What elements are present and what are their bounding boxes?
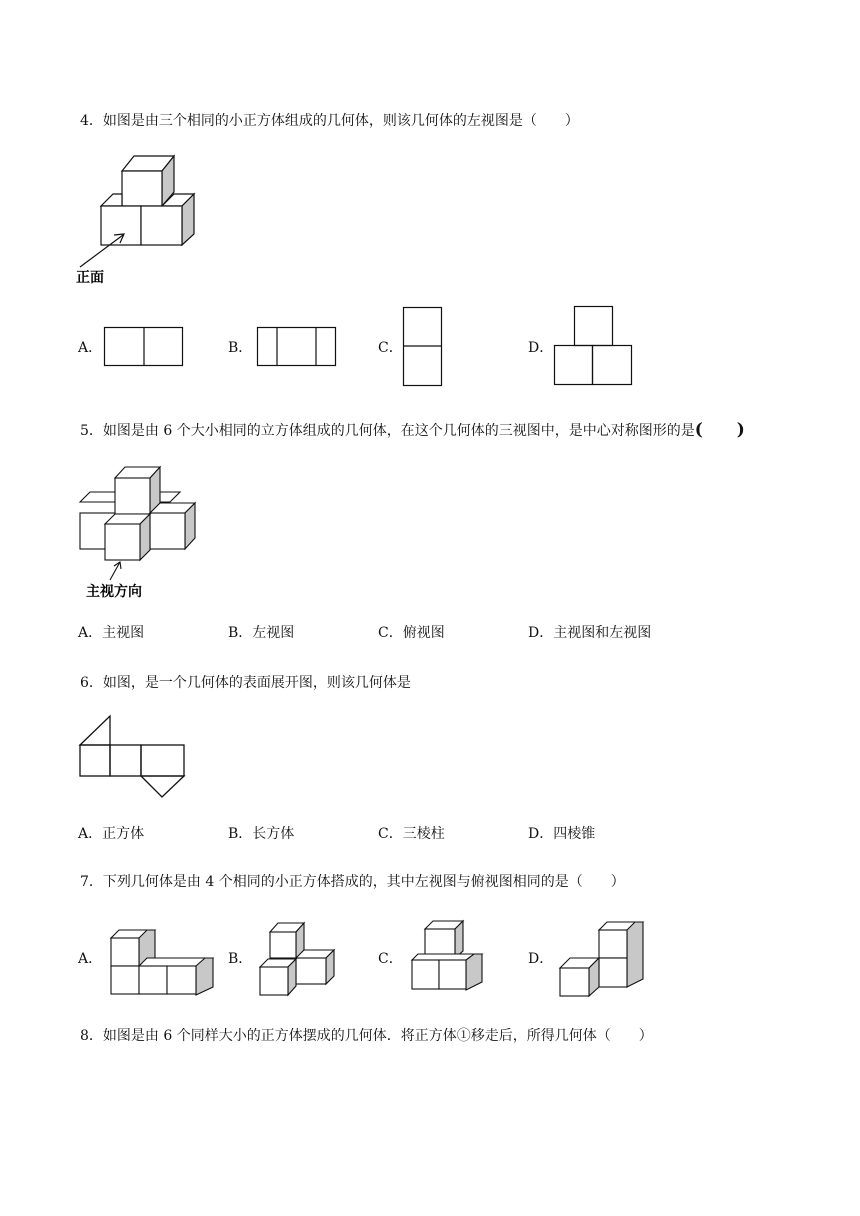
question-5-figure — [74, 462, 204, 602]
q4-option-c[interactable]: C． — [378, 340, 403, 356]
q7-option-a[interactable]: A． — [78, 951, 103, 967]
q7-option-c-figure — [410, 918, 490, 993]
q5-option-b[interactable]: B．左视图 — [228, 625, 295, 641]
q7-option-a-figure — [110, 929, 220, 999]
front-label: 正面 — [76, 270, 104, 286]
q7-option-d[interactable]: D． — [528, 951, 554, 967]
question-8-text: 8．如图是由 6 个同样大小的正方体摆成的几何体．将正方体①移走后，所得几何体（ ） — [80, 1028, 653, 1044]
question-5-text: 5．如图是由 6 个大小相同的立方体组成的几何体，在这个几何体的三视图中，是中心对称图形的是( ) — [80, 420, 745, 440]
question-4-text: 4．如图是由三个相同的小正方体组成的几何体，则该几何体的左视图是（ ） — [80, 113, 579, 129]
q7-option-b-figure — [258, 920, 343, 1000]
q5-option-d[interactable]: D．主视图和左视图 — [528, 625, 652, 641]
q5-option-c[interactable]: C．俯视图 — [378, 625, 445, 641]
q4-option-a-figure — [104, 327, 184, 367]
cube-front-face — [122, 171, 162, 206]
q4-option-a[interactable]: A． — [78, 340, 103, 356]
main-view-direction-label: 主视方向 — [86, 584, 142, 600]
q6-option-d[interactable]: D．四棱锥 — [528, 826, 596, 842]
q4-option-b-figure — [257, 327, 337, 367]
q7-option-c[interactable]: C． — [378, 951, 403, 967]
question-4-figure — [70, 150, 210, 290]
q6-option-b[interactable]: B．长方体 — [228, 826, 295, 842]
q5-option-a[interactable]: A．主视图 — [78, 625, 145, 641]
q7-option-d-figure — [558, 920, 648, 1000]
question-6-net-figure — [78, 714, 188, 804]
question-7-text: 7．下列几何体是由 4 个相同的小正方体搭成的，其中左视图与俯视图相同的是（ ） — [80, 874, 625, 890]
q4-option-d[interactable]: D． — [528, 340, 554, 356]
q4-option-d-figure — [554, 306, 634, 386]
question-6-text: 6．如图，是一个几何体的表面展开图，则该几何体是 — [80, 675, 411, 691]
q6-option-a[interactable]: A．正方体 — [78, 826, 145, 842]
q4-option-b[interactable]: B． — [228, 340, 253, 356]
q4-option-c-figure — [403, 307, 443, 387]
q7-option-b[interactable]: B． — [228, 951, 253, 967]
q6-option-c[interactable]: C．三棱柱 — [378, 826, 445, 842]
